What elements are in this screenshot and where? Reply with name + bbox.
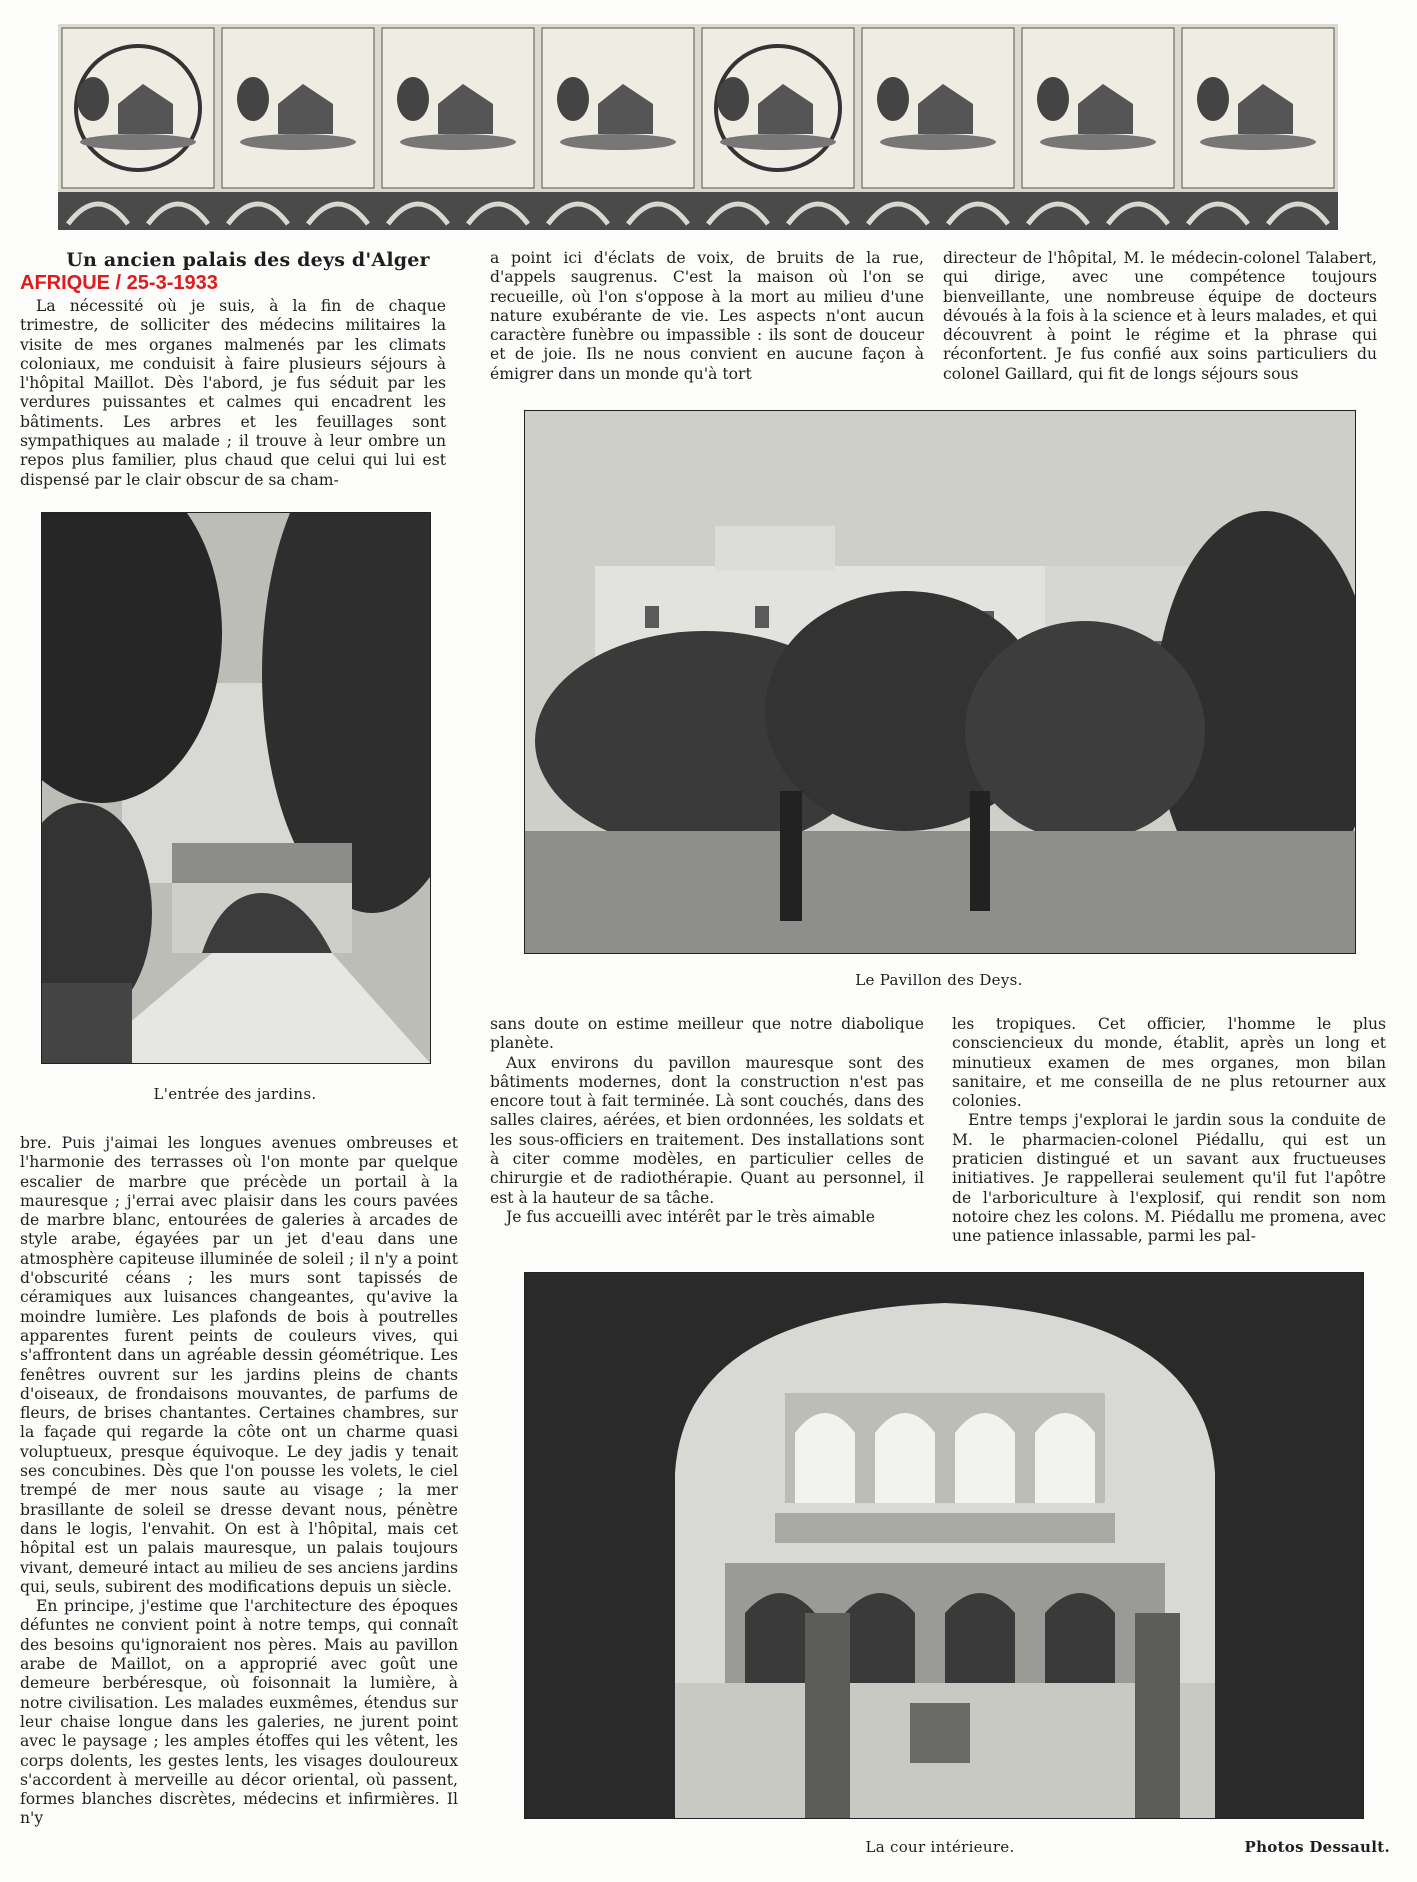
text-column-middle-bottom: [490, 1015, 924, 1227]
caption-courtyard: La cour intérieure.: [865, 1838, 1015, 1856]
caption-garden-entrance: L'entrée des jardins.: [153, 1085, 317, 1103]
photo-pavilion-des-deys: [524, 410, 1356, 954]
text-column-right-top: [943, 249, 1377, 384]
text-column-right-bottom: [952, 1015, 1386, 1247]
paragraph: a point ici d'éclats de voix, de bruits de la rue, d'appels saugrenus. C'est la maison où l'on se recueille, où l'on s'oppose à la mort au milieu d'une nature exubérante de vie. Les aspects n'ont aucun caractère funèbre ou impassible : ils sont de douceur et de joie. Ils ne nous convient en aucune façon à émigrer dans un monde qu'à tort: [490, 249, 924, 383]
paragraph: Aux environs du pavillon mauresque sont des bâtiments modernes, dont la construction n'est pas encore tout à fait terminée. Là sont couchés, dans des salles claires, aérées, et bien ordonnées, les soldats et les sous-officiers en traitement. Des installations sont à citer comme modèles, en particulier celles de chirurgie et de radiothérapie. Quant au personnel, il est à la hauteur de sa tâche.: [490, 1053, 924, 1207]
text-column-left-bottom: [20, 1134, 458, 1829]
article-title: Un ancien palais des deys d'Alger: [66, 249, 430, 271]
paragraph: directeur de l'hôpital, M. le médecin-colonel Talabert, qui dirige, avec une compétence toujours bienveillante, une nombreuse équipe de docteurs dévoués à la fois à la science et à leurs malades, et qui découvrent à point le régime et la phrase qui réconfortent. Je fus confié aux soins particuliers du colonel Gaillard, qui fit de longs séjours sous: [943, 249, 1377, 383]
paragraph: La nécessité où je suis, à la fin de chaque trimestre, de solliciter des médecins militaires la visite de mes organes malmenés par les climats coloniaux, me conduisit à faire plusieurs séjours à l'hôpital Maillot. Dès l'abord, je fus séduit par les verdures puissantes et calmes qui encadrent les bâtiments. Les arbres et les feuillages sont sympathiques au malade ; il trouve à leur ombre un repos plus familier, plus chaud que celui qui lui est dispensé par le clair obscur de sa cham-: [20, 297, 446, 489]
paragraph: Je fus accueilli avec intérêt par le très aimable: [506, 1207, 875, 1226]
paragraph: Entre temps j'explorai le jardin sous la conduite de M. le pharmacien-colonel Piédallu, qui est un praticien distingué et un savant aux fructueuses initiatives. Je rappellerai seulement qu'il fut l'apôtre de l'arboriculture à l'explosif, qui rendit son nom notoire chez les colons. M. Piédallu me promena, avec une patience inlassable, parmi les pal-: [952, 1111, 1386, 1246]
paragraph: sans doute on estime meilleur que notre diabolique planète.: [490, 1015, 924, 1053]
photo-credit: Photos Dessault.: [1244, 1838, 1390, 1856]
photo-garden-entrance: [41, 512, 431, 1064]
photo-interior-courtyard: [524, 1272, 1364, 1819]
pavilion-image: [525, 411, 1355, 953]
paragraph: bre. Puis j'aimai les longues avenues ombreuses et l'harmonie des terrasses où l'on monte par quelque escalier de marbre que précède un portail à la mauresque ; j'errai avec plaisir dans les cours pavées de marbre blanc, entourées de galeries à arcades de style arabe, égayées par un jet d'eau dans une atmosphère capiteuse illuminée de soleil ; il n'y a point d'obscurité céans ; les murs sont tapissés de céramiques aux luisances changeantes, qu'avive la moindre lumière. Les plafonds de bois à poutrelles apparentes furent peints de couleurs vives, qui s'affrontent dans un agréable dessin géométrique. Les fenêtres ouvrent sur les jardins pleins de chants d'oiseaux, de frondaisons mouvantes, de parfums de fleurs, de brises chantantes. Certaines chambres, sur la façade qui regarde la côte ont un charme quasi voluptueux, presque équivoque. Le dey jadis y tenait ses concubines. Dès que l'on pousse les volets, le ciel trempé de mer nous saute au visage ; la mer brasillante de soleil se dresse devant nous, pénètre dans le logis, l'envahit. On est à l'hôpital, mais cet hôpital est un palais mauresque, un palais toujours vivant, demeuré intact au milieu de ses anciens jardins qui, seuls, subirent des modifications depuis un siècle.: [20, 1134, 458, 1596]
tile-frieze-illustration: [58, 24, 1338, 230]
caption-pavilion: Le Pavillon des Deys.: [855, 971, 1023, 989]
paragraph: les tropiques. Cet officier, l'homme le plus consciencieux du monde, établit, après un long et minutieux examen de mes organes, mon bilan sanitaire, et me conseilla de ne plus retourner aux colonies.: [952, 1015, 1386, 1111]
decorative-tile-frieze: [58, 24, 1338, 230]
archive-stamp: AFRIQUE / 25-3-1933: [20, 272, 218, 294]
garden-entrance-image: [42, 513, 430, 1063]
text-column-middle-top: [490, 249, 924, 384]
text-column-left-top: [20, 297, 446, 490]
paragraph: En principe, j'estime que l'architecture des époques défuntes ne convient point à notre temps, qui connaît des besoins qu'ignoraient nos pères. Mais au pavillon arabe de Maillot, on a approprié avec goût une demeure berbéresque, où foisonnait la lumière, à notre civilisation. Les malades euxmêmes, étendus sur leur chaise longue dans les galeries, ne jurent point avec le paysage ; les amples étoffes qui les vêtent, les corps dolents, les gestes lents, les visages douloureux s'accordent à merveille au décor oriental, où passent, formes blanches discrètes, médecins et infirmières. Il n'y: [20, 1597, 458, 1828]
courtyard-image: [525, 1273, 1363, 1818]
